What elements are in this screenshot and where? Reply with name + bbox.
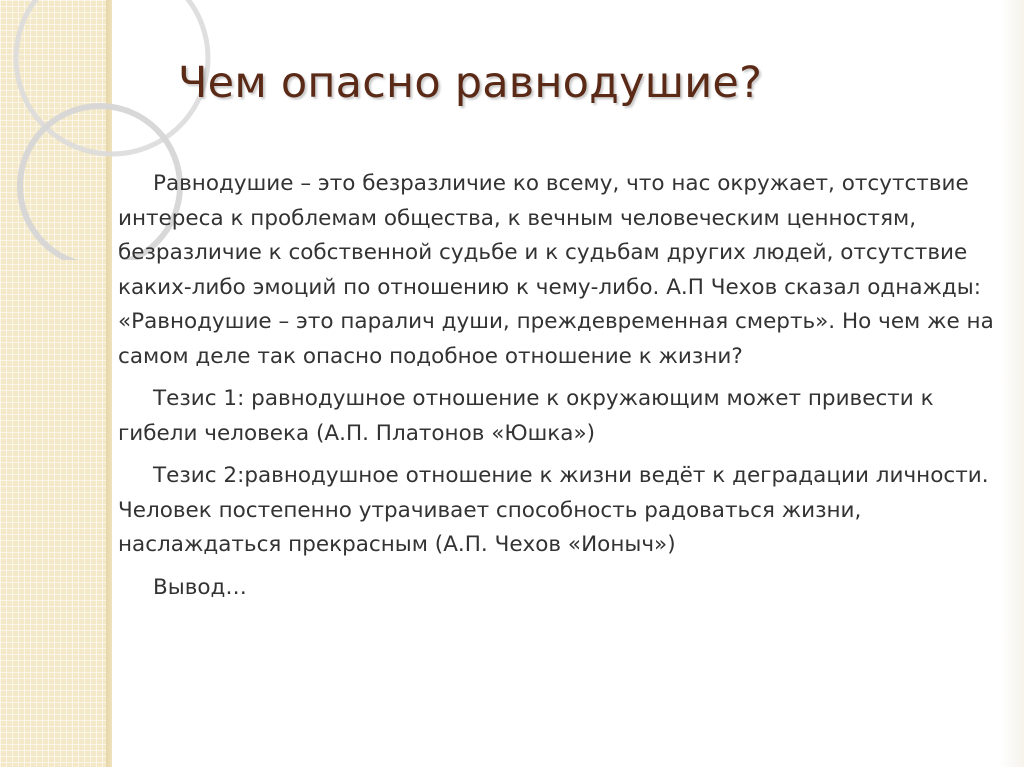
paragraph-conclusion: Вывод… [153,574,247,600]
slide-body [118,167,998,613]
right-edge-shade [1000,0,1024,767]
slide-title: Чем опасно равнодушие? [178,58,763,108]
paragraph-thesis-1: Тезис 1: равнодушное отношение к окружающим может привести к гибели человека (А.П. Платонов «Юшка») [118,386,934,446]
paragraph-thesis-2: Тезис 2:равнодушное отношение к жизни ведёт к деградации личности. Человек постепенно утрачивает способность радоваться жизни, наслаждаться прекрасным (А.П. Чехов «Ионыч») [118,463,989,557]
paragraph-definition: Равнодушие – это безразличие ко всему, что нас окружает, отсутствие интереса к проблемам общества, к вечным человеческим ценностям, безразличие к собственной судьбе и к судьбам других людей, отсутствие каких-либо эмоций по отношению к чему-либо. А.П Чехов сказал однажды: «Равнодушие – это паралич души, преждевременная смерть». Но чем же на самом деле так опасно подобное отношение к жизни? [118,171,994,369]
